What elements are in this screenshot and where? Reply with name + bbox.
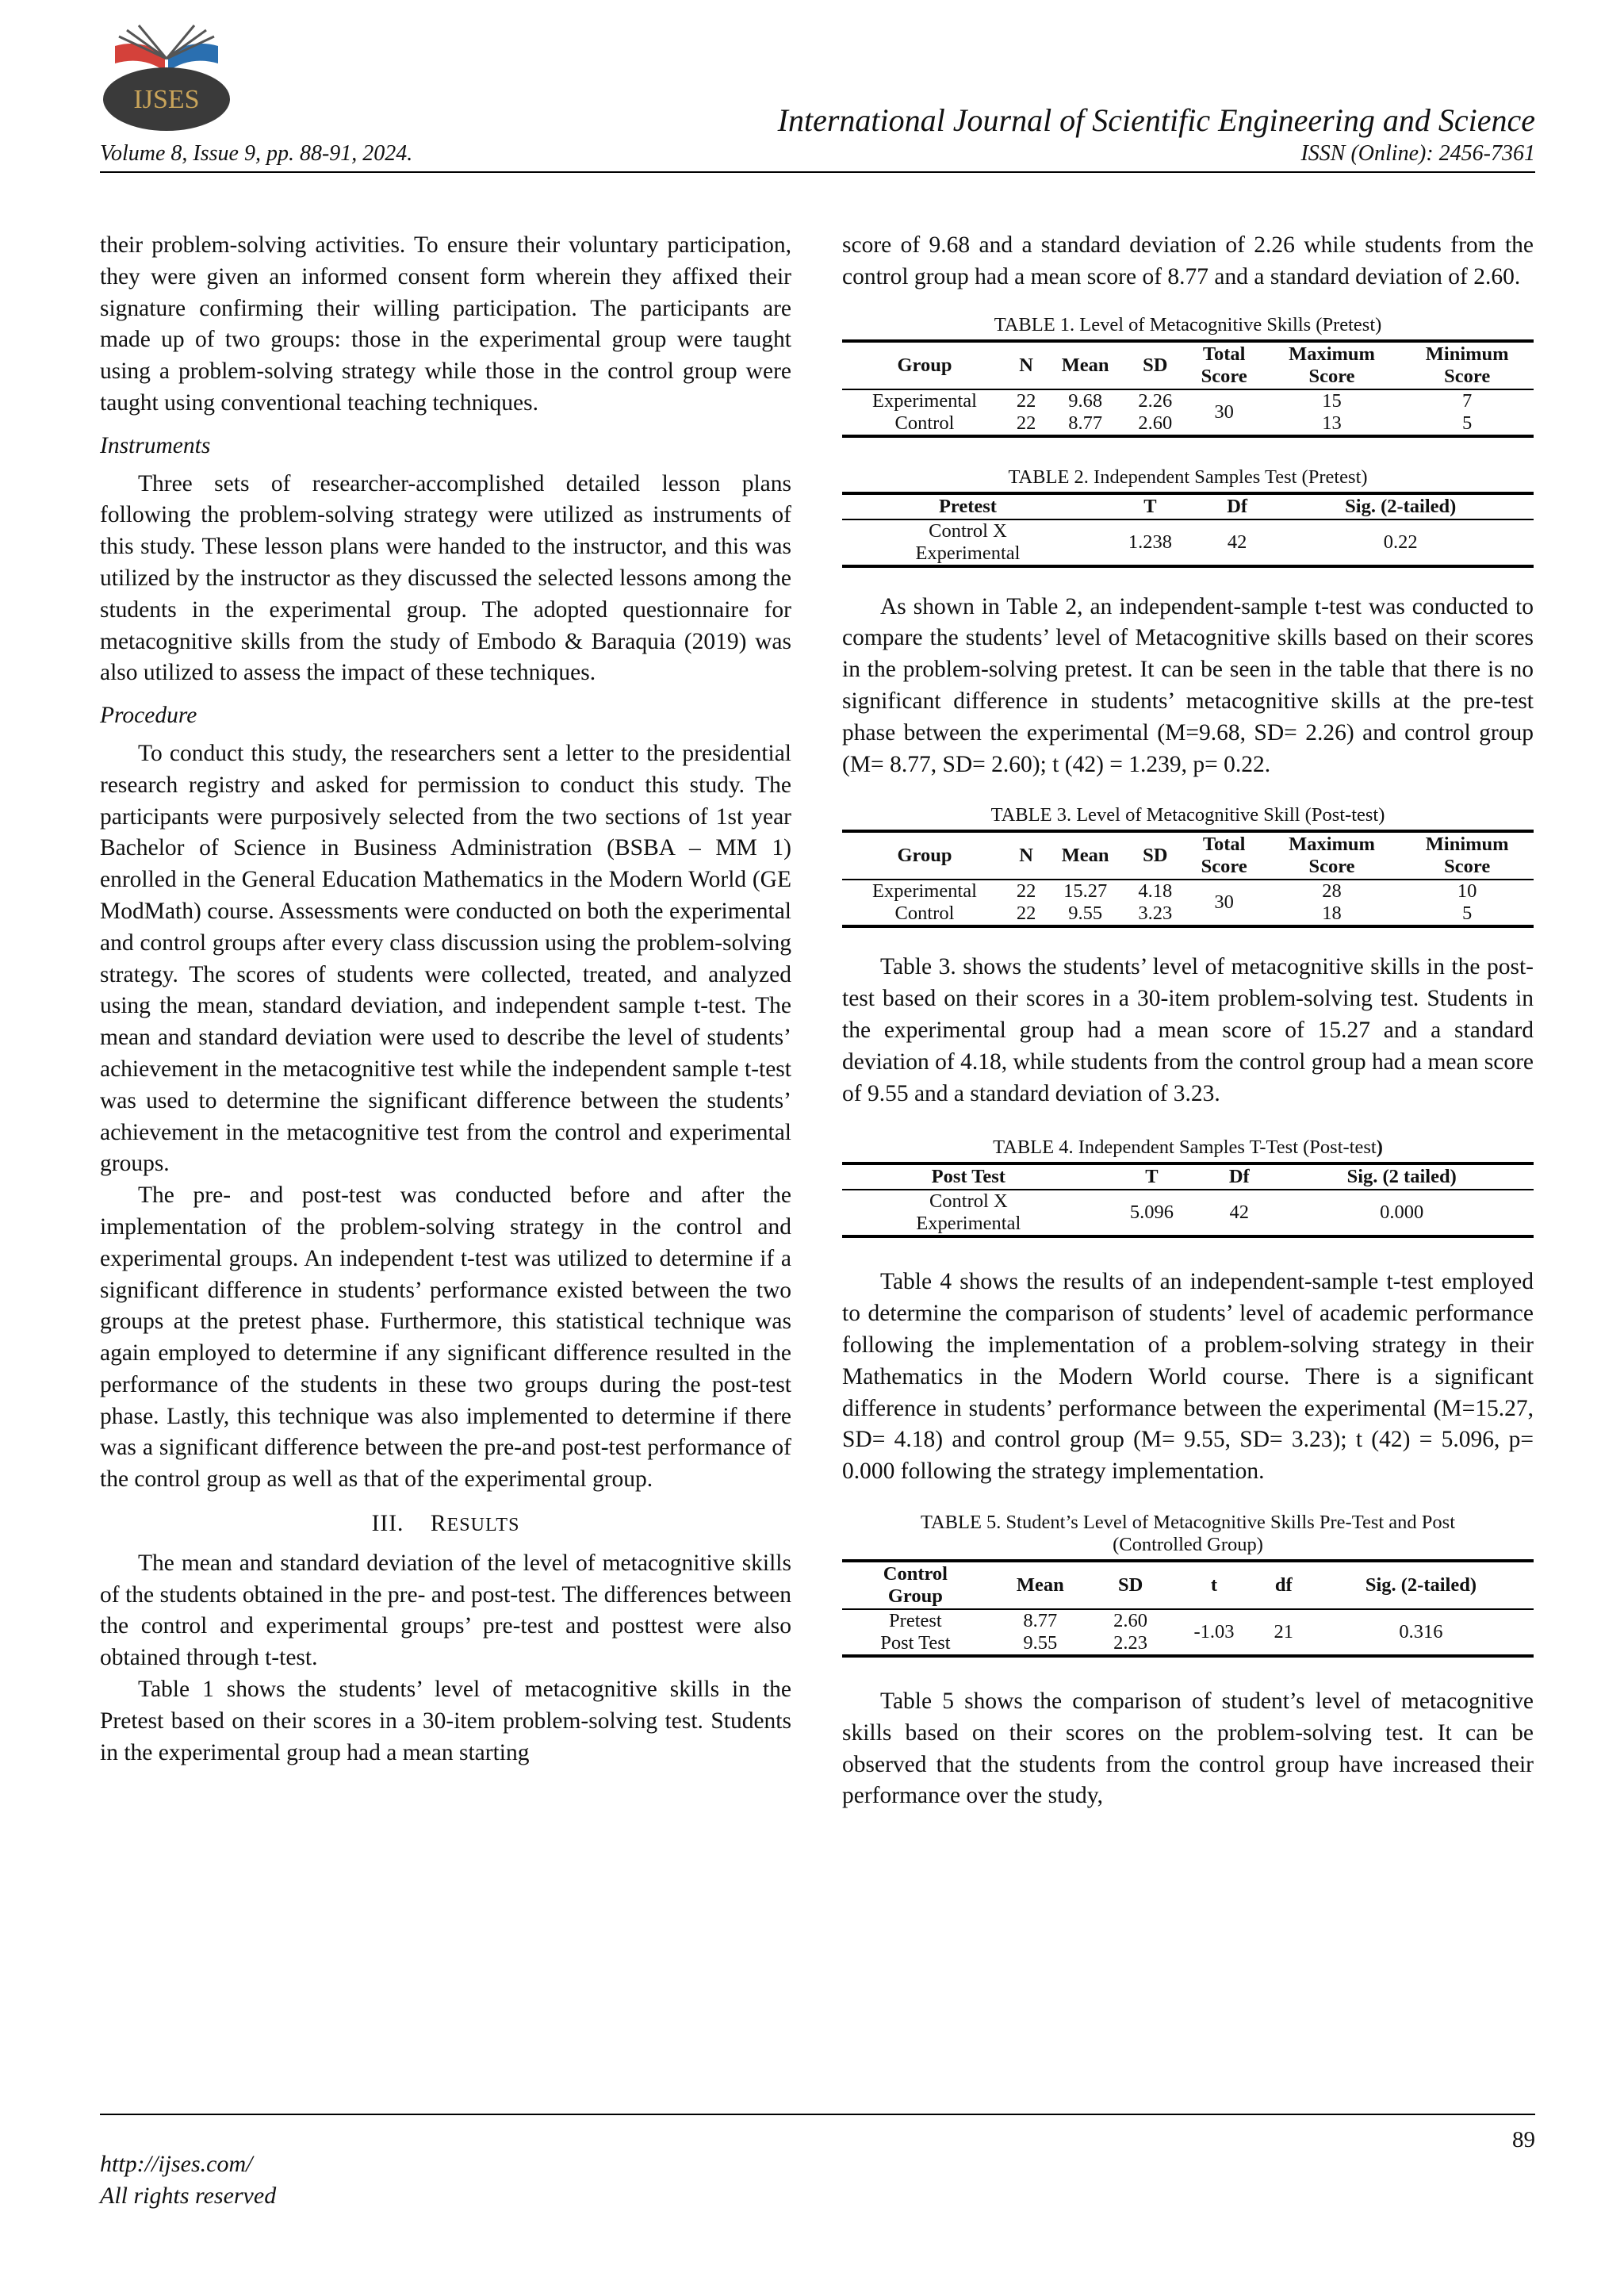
table5-caption: TABLE 5. Student’s Level of Metacognitive Skills Pre-Test and Post (Controlled Group) bbox=[920, 1511, 1456, 1555]
table-row: Pretest 8.77 2.60 -1.03 21 0.316 bbox=[842, 1609, 1534, 1632]
table-row: Control X Experimental 1.238 42 0.22 bbox=[842, 519, 1534, 566]
volume-info: Volume 8, Issue 9, pp. 88-91, 2024. bbox=[100, 141, 413, 166]
col-header: SD bbox=[1125, 341, 1185, 389]
col-header: Df bbox=[1207, 493, 1268, 519]
logo-text: IJSES bbox=[133, 85, 200, 114]
col-header: Group bbox=[842, 341, 1007, 389]
table-row: Control 22 9.55 3.23 18 5 bbox=[842, 903, 1534, 926]
col-header: Sig. (2 tailed) bbox=[1270, 1163, 1534, 1190]
col-header: Maximum Score bbox=[1263, 341, 1401, 389]
col-header: Control Group bbox=[842, 1561, 989, 1609]
table1 bbox=[842, 339, 1534, 438]
paragraph: Table 1 shows the students’ level of metacognitive skills in the Pretest based on their scores in a 30-item problem-solving test. Students in the experimental group had a mean starting bbox=[100, 1677, 791, 1765]
table2 bbox=[842, 492, 1534, 568]
page-number: 89 bbox=[1512, 2127, 1535, 2152]
col-header: Sig. (2-tailed) bbox=[1308, 1561, 1534, 1609]
table1-caption: TABLE 1. Level of Metacognitive Skills (Pretest) bbox=[994, 313, 1382, 335]
col-header: t bbox=[1169, 1561, 1258, 1609]
col-header: N bbox=[1007, 831, 1045, 880]
col-header: T bbox=[1095, 1163, 1209, 1190]
col-header: SD bbox=[1092, 1561, 1170, 1609]
col-header: Minimum Score bbox=[1400, 341, 1534, 389]
issn-info bbox=[1300, 141, 1535, 167]
col-header: Total Score bbox=[1185, 341, 1263, 389]
col-header: Maximum Score bbox=[1263, 831, 1401, 880]
paragraph: their problem-solving activities. To ensure their voluntary participation, they were given an informed consent form wherein they affixed their signature confirming their willing participation. The participants are made up of two groups: those in the experimental group were taught using a problem-solving strategy while those in the control group were taught using conventional teaching techniques. bbox=[100, 232, 791, 416]
paragraph: Three sets of researcher-accomplished detailed lesson plans following the problem-solving strategy were utilized as instruments of this study. These lesson plans were handed to the instructor, and this was utilized by the instructor as they discussed the selected lessons among the students in the experimental group. The adopted questionnaire for metacognitive skills from the study of Embodo & Baraquia (2019) was also utilized to assess the impact of these techniques. bbox=[100, 470, 791, 686]
col-header: SD bbox=[1125, 831, 1185, 880]
col-header: N bbox=[1007, 341, 1045, 389]
table4 bbox=[842, 1162, 1534, 1238]
table-row: Control 22 8.77 2.60 13 5 bbox=[842, 412, 1534, 436]
col-header: Group bbox=[842, 831, 1007, 880]
table-row: Experimental 22 15.27 4.18 30 28 10 bbox=[842, 880, 1534, 903]
table3-caption: TABLE 3. Level of Metacognitive Skill (Post-test) bbox=[990, 804, 1385, 826]
table-row: Post Test 9.55 2.23 bbox=[842, 1632, 1534, 1656]
col-header: Df bbox=[1208, 1163, 1270, 1190]
footer-url-link[interactable]: http://ijses.com/ bbox=[100, 2151, 253, 2177]
header-divider bbox=[100, 171, 1535, 173]
col-header: df bbox=[1259, 1561, 1308, 1609]
section-number: III. bbox=[371, 1511, 404, 1537]
section-title-rest: ESULTS bbox=[446, 1515, 520, 1536]
paragraph: As shown in Table 2, an independent-sample t-test was conducted to compare the students’ level of Metacognitive skills based on their scores in the problem-solving pretest. It can be seen in the table that there is no significant difference in students’ metacognitive skills at the pre-test phase between the experimental (M=9.68, SD= 2.26) and control group (M= 8.77, SD= 2.60); t (42) = 1.239, p= 0.22. bbox=[842, 593, 1534, 777]
issn-value: : 2456-7361 bbox=[1426, 141, 1535, 166]
col-header: Post Test bbox=[842, 1163, 1095, 1190]
section-title-first: R bbox=[430, 1511, 447, 1537]
col-header: Total Score bbox=[1185, 831, 1263, 880]
book-icon bbox=[103, 25, 230, 131]
journal-title: International Journal of Scientific Engineering and Science bbox=[777, 102, 1535, 138]
procedure-heading: Procedure bbox=[100, 703, 197, 729]
table5 bbox=[842, 1559, 1534, 1658]
right-column bbox=[842, 230, 1534, 1812]
issn-label: ISSN (Online) bbox=[1300, 141, 1427, 166]
col-header: Mean bbox=[1045, 341, 1125, 389]
col-header: Sig. (2-tailed) bbox=[1267, 493, 1534, 519]
table2-caption: TABLE 2. Independent Samples Test (Pretest) bbox=[1008, 466, 1368, 488]
left-column bbox=[100, 230, 791, 1769]
results-heading bbox=[100, 1508, 791, 1542]
journal-logo bbox=[95, 24, 238, 135]
paragraph: score of 9.68 and a standard deviation of 2.26 while students from the control group had a mean score of 8.77 and a standard deviation of 2.60. bbox=[842, 232, 1534, 289]
col-header: Minimum Score bbox=[1400, 831, 1534, 880]
table3 bbox=[842, 830, 1534, 928]
footer-divider bbox=[100, 2114, 1535, 2115]
paragraph: Table 5 shows the comparison of student’s level of metacognitive skills based on their scores on the problem-solving test. It can be observed that the students from the control group have increased their performance over the study, bbox=[842, 1688, 1534, 1809]
paragraph: To conduct this study, the researchers sent a letter to the presidential research registry and asked for permission to conduct this study. The participants were purposively selected from the two sections of 1st year Bachelor of Science in Business Administration (BSBA – MM 1) enrolled in the General Education Mathematics in the Modern World (GE ModMath) course. Assessments were conducted on both the experimental and control groups after every class discussion using the problem-solving strategy. The scores of students were collected, treated, and analyzed using the mean, standard deviation, and independent sample t-test. The mean and standard deviation were used to describe the level of students’ achievement in the metacognitive test while the independent sample t-test was used to determine the significant difference between the students’ achievement in the metacognitive test from the control and experimental groups. bbox=[100, 740, 791, 1177]
table-row: Experimental 22 9.68 2.26 30 15 7 bbox=[842, 389, 1534, 412]
col-header: Pretest bbox=[842, 493, 1094, 519]
table4-caption: TABLE 4. Independent Samples T-Test (Post-test) bbox=[993, 1137, 1383, 1159]
paragraph: Table 4 shows the results of an independent-sample t-test employed to determine the comparison of students’ level of academic performance following the implementation of a problem-solving strategy in their Mathematics in the Modern World course. There is a significant difference in students’ performance between the experimental (M=15.27, SD= 4.18) and control group (M= 9.55, SD= 3.23); t (42) = 5.096, p= 0.000 following the strategy implementation. bbox=[842, 1269, 1534, 1485]
col-header: Mean bbox=[989, 1561, 1092, 1609]
paragraph: The pre- and post-test was conducted before and after the implementation of the problem-solving strategy in the control and experimental groups. An independent t-test was utilized to determine if a significant difference in students’ performance existed between the two groups at the pretest phase. Furthermore, this statistical technique was again employed to determine if any significant difference resulted in the performance of the students in these two groups during the post-test phase. Lastly, this technique was also implemented to determine if there was a significant difference between the pre-and post-test performance of the control group as well as that of the experimental group. bbox=[100, 1182, 791, 1493]
paragraph: The mean and standard deviation of the level of metacognitive skills of the students obtained in the pre- and post-test. The differences between the control and experimental groups’ pre-test and posttest were also obtained through t-test. bbox=[100, 1550, 791, 1671]
table-row: Control X Experimental 5.096 42 0.000 bbox=[842, 1190, 1534, 1236]
col-header: T bbox=[1094, 493, 1207, 519]
paragraph: Table 3. shows the students’ level of metacognitive skills in the post-test based on their scores in a 30-item problem-solving test. Students in the experimental group had a mean score of 15.27 and a standard deviation of 4.18, while students from the control group had a mean score of 9.55 and a standard deviation of 3.23. bbox=[842, 954, 1534, 1106]
footer-rights: All rights reserved bbox=[100, 2183, 277, 2209]
instruments-heading: Instruments bbox=[100, 432, 211, 458]
col-header: Mean bbox=[1045, 831, 1125, 880]
